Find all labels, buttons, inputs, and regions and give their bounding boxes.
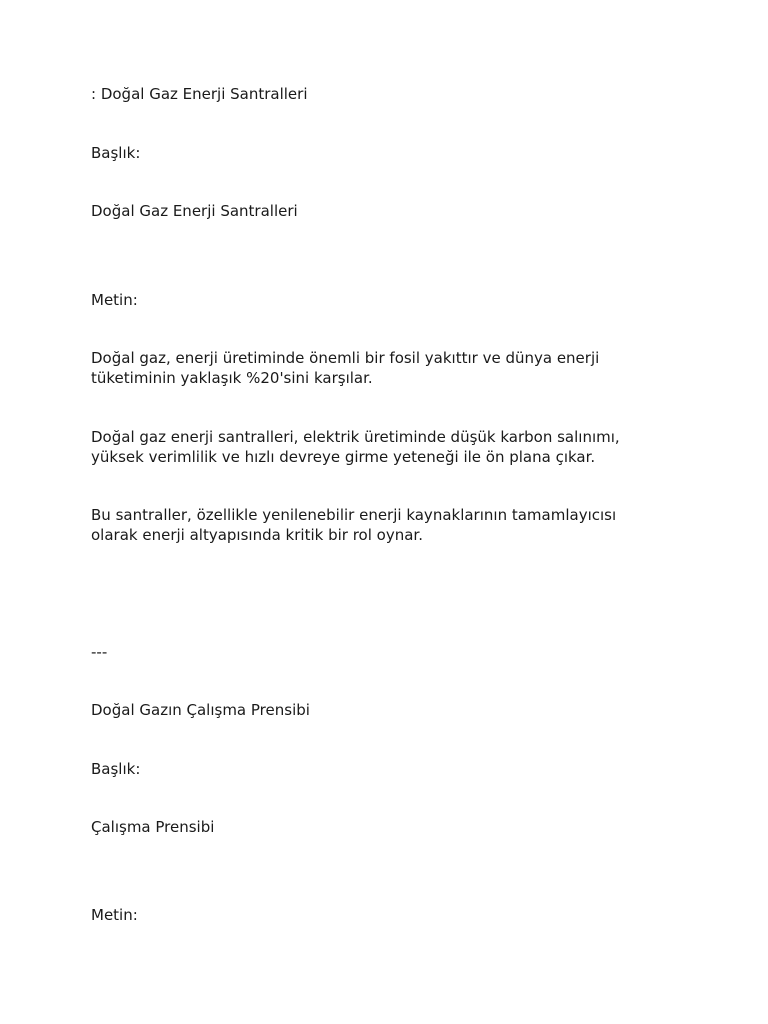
heading-label: Başlık: [91,144,141,162]
heading-value: Çalışma Prensibi [91,818,215,836]
body-paragraph [91,428,691,467]
body-paragraph [91,349,691,388]
paragraph-line: yüksek verimlilik ve hızlı devreye girme yeteneği ile ön plana çıkar. [91,447,596,466]
paragraph-line: olarak enerji altyapısında kritik bir rol oynar. [91,525,423,544]
body-label: Metin: [91,906,138,924]
body-label: Metin: [91,291,138,309]
body-paragraph [91,506,691,545]
section-separator: --- [91,643,108,661]
paragraph-line: tüketiminin yaklaşık %20'sini karşılar. [91,368,373,387]
heading-value: Doğal Gaz Enerji Santralleri [91,202,298,220]
section-title-line: Doğal Gazın Çalışma Prensibi [91,701,310,719]
paragraph-line: Bu santraller, özellikle yenilenebilir enerji kaynaklarının tamamlayıcısı [91,506,617,524]
heading-label: Başlık: [91,760,141,778]
paragraph-line: Doğal gaz, enerji üretiminde önemli bir fosil yakıttır ve dünya enerji [91,349,600,367]
paragraph-line: Doğal gaz enerji santralleri, elektrik üretiminde düşük karbon salınımı, [91,428,620,446]
document-title-line: : Doğal Gaz Enerji Santralleri [91,85,308,103]
